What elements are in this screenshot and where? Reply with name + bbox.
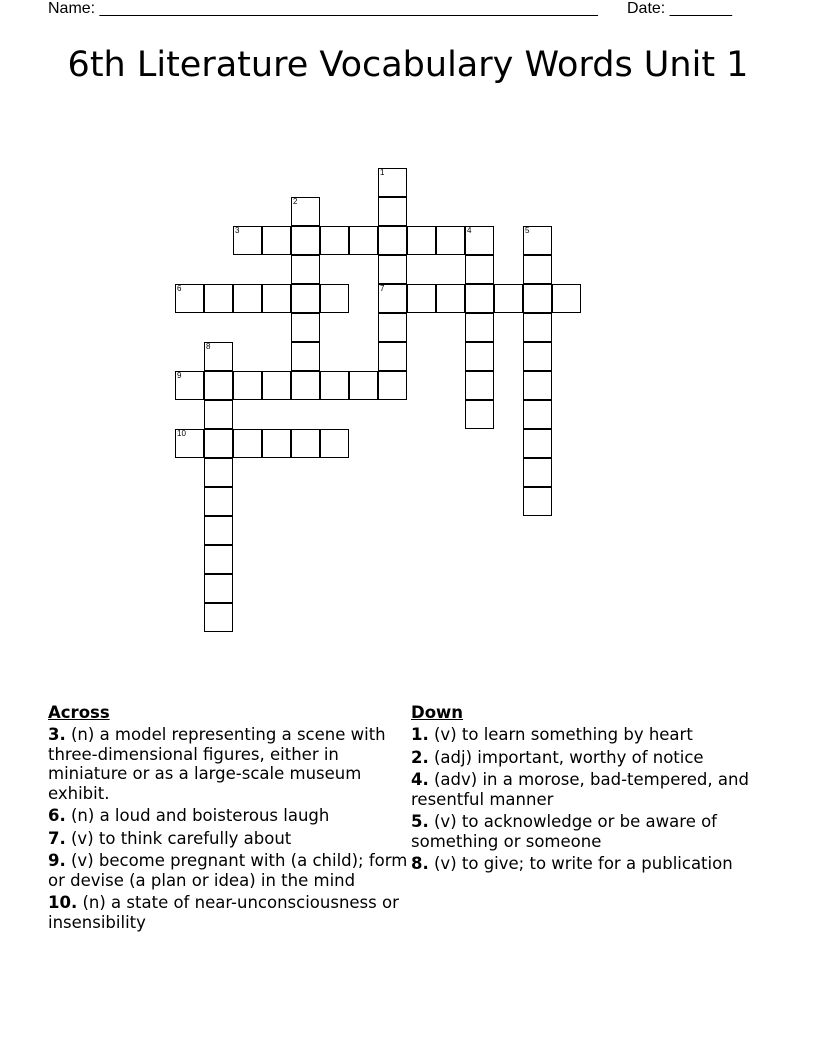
grid-cell[interactable] [349, 371, 378, 400]
grid-cell[interactable] [175, 284, 204, 313]
grid-cell[interactable] [204, 603, 233, 632]
clue-across-7 [48, 829, 408, 849]
cell-number: 9 [177, 371, 182, 380]
grid-cell[interactable] [204, 429, 233, 458]
grid-cell[interactable] [175, 429, 204, 458]
grid-cell[interactable] [523, 487, 552, 516]
clue-text: (v) to acknowledge or be aware of something or someone [411, 812, 717, 851]
grid-cell[interactable] [407, 284, 436, 313]
date-field[interactable]: Date: _______ [627, 0, 732, 17]
clue-text: (n) a state of near-unconsciousness or insensibility [48, 893, 399, 932]
grid-cell[interactable] [523, 458, 552, 487]
cell-number: 1 [380, 168, 385, 177]
down-heading: Down [411, 703, 464, 722]
grid-cell[interactable] [204, 545, 233, 574]
clue-across-6 [48, 806, 408, 826]
grid-cell[interactable] [204, 400, 233, 429]
grid-cell[interactable] [291, 226, 320, 255]
grid-cell[interactable] [204, 516, 233, 545]
grid-cell[interactable] [465, 400, 494, 429]
grid-cell[interactable] [436, 284, 465, 313]
grid-cell[interactable] [204, 342, 233, 371]
cell-number: 5 [525, 226, 530, 235]
grid-cell[interactable] [204, 284, 233, 313]
grid-cell[interactable] [378, 197, 407, 226]
cell-number: 2 [293, 197, 298, 206]
grid-cell[interactable] [233, 371, 262, 400]
grid-cell[interactable] [378, 284, 407, 313]
grid-cell[interactable] [523, 429, 552, 458]
grid-cell[interactable] [291, 284, 320, 313]
grid-cell[interactable] [436, 226, 465, 255]
clue-text: (v) to give; to write for a publication [434, 854, 733, 873]
clue-number: 3. [48, 725, 66, 744]
grid-cell[interactable] [465, 226, 494, 255]
page-title: 6th Literature Vocabulary Words Unit 1 [67, 45, 749, 85]
grid-cell[interactable] [291, 342, 320, 371]
grid-cell[interactable] [523, 313, 552, 342]
grid-cell[interactable] [349, 226, 378, 255]
grid-cell[interactable] [262, 226, 291, 255]
grid-cell[interactable] [262, 371, 291, 400]
header [48, 0, 768, 20]
grid-cell[interactable] [291, 429, 320, 458]
grid-cell[interactable] [378, 226, 407, 255]
clue-across-3 [48, 725, 408, 803]
clue-across-10 [48, 893, 408, 932]
grid-cell[interactable] [291, 197, 320, 226]
cell-number: 8 [206, 342, 211, 351]
grid-cell[interactable] [320, 371, 349, 400]
grid-cell[interactable] [523, 371, 552, 400]
grid-cell[interactable] [552, 284, 581, 313]
grid-cell[interactable] [320, 284, 349, 313]
grid-cell[interactable] [378, 313, 407, 342]
grid-cell[interactable] [262, 284, 291, 313]
grid-cell[interactable] [291, 371, 320, 400]
grid-cell[interactable] [291, 255, 320, 284]
grid-cell[interactable] [204, 371, 233, 400]
clue-number: 6. [48, 806, 66, 825]
clue-text: (n) a model representing a scene with three-dimensional figures, either in miniature or as a large-scale museum exhibit. [48, 725, 386, 803]
grid-cell[interactable] [233, 284, 262, 313]
grid-cell[interactable] [523, 400, 552, 429]
clue-number: 8. [411, 854, 429, 873]
grid-cell[interactable] [494, 284, 523, 313]
clue-text: (v) to learn something by heart [434, 725, 693, 744]
grid-cell[interactable] [291, 313, 320, 342]
clue-number: 5. [411, 812, 429, 831]
clue-down-1 [411, 725, 761, 745]
cell-number: 3 [235, 226, 240, 235]
down-clues [411, 703, 761, 877]
grid-cell[interactable] [465, 371, 494, 400]
clue-number: 7. [48, 828, 66, 848]
clue-text: (v) to think carefully about [71, 828, 292, 848]
grid-cell[interactable] [465, 255, 494, 284]
grid-cell[interactable] [465, 284, 494, 313]
clue-down-5 [411, 812, 761, 851]
name-field[interactable]: Name: ________________________________________________________ [48, 0, 598, 17]
cell-number: 6 [177, 284, 182, 293]
grid-cell[interactable] [378, 168, 407, 197]
cell-number: 7 [380, 284, 385, 293]
grid-cell[interactable] [320, 429, 349, 458]
clue-number: 10. [48, 893, 78, 912]
grid-cell[interactable] [378, 255, 407, 284]
grid-cell[interactable] [523, 226, 552, 255]
grid-cell[interactable] [204, 458, 233, 487]
across-heading: Across [48, 703, 110, 722]
grid-cell[interactable] [465, 342, 494, 371]
grid-cell[interactable] [378, 342, 407, 371]
grid-cell[interactable] [378, 371, 407, 400]
clue-down-4 [411, 770, 761, 809]
grid-cell[interactable] [204, 574, 233, 603]
clue-text: (v) become pregnant with (a child); form or devise (a plan or idea) in the mind [48, 851, 408, 890]
clue-down-8 [411, 854, 761, 874]
clue-number: 1. [411, 725, 429, 744]
grid-cell[interactable] [175, 371, 204, 400]
grid-cell[interactable] [233, 429, 262, 458]
clue-across-9 [48, 851, 408, 890]
clue-text: (n) a loud and boisterous laugh [71, 806, 330, 825]
cell-number: 4 [467, 226, 472, 235]
clue-number: 4. [411, 770, 429, 789]
grid-cell[interactable] [233, 226, 262, 255]
grid-cell[interactable] [262, 429, 291, 458]
clue-down-2 [411, 748, 761, 768]
grid-cell[interactable] [523, 342, 552, 371]
across-clues [48, 703, 408, 935]
clue-number: 9. [48, 851, 66, 870]
grid-cell[interactable] [523, 255, 552, 284]
clue-text: (adv) in a morose, bad-tempered, and resentful manner [411, 770, 749, 809]
grid-cell[interactable] [320, 226, 349, 255]
grid-cell[interactable] [204, 487, 233, 516]
grid-cell[interactable] [523, 284, 552, 313]
cell-number: 10 [177, 429, 186, 438]
clue-number: 2. [411, 747, 429, 767]
clue-text: (adj) important, worthy of notice [434, 747, 704, 767]
grid-cell[interactable] [465, 313, 494, 342]
grid-cell[interactable] [407, 226, 436, 255]
